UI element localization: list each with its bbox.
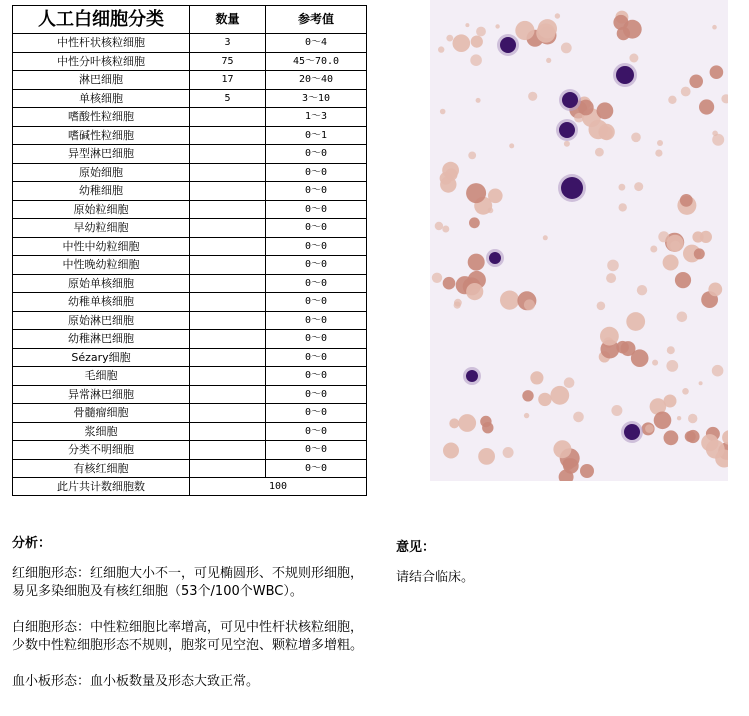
- table-row: [13, 163, 367, 182]
- red-blood-cell: [466, 183, 486, 203]
- column-header-count: 数量: [190, 6, 266, 34]
- cell-count: [190, 256, 266, 275]
- cell-name: 嗜碱性粒细胞: [13, 126, 190, 145]
- cell-reference: 0～0: [266, 145, 367, 164]
- red-blood-cell: [650, 246, 657, 253]
- cell-reference: 0～0: [266, 404, 367, 423]
- cell-name: 幼稚淋巴细胞: [13, 330, 190, 349]
- column-header-reference: 参考值: [266, 6, 367, 34]
- red-blood-cell: [564, 141, 570, 147]
- cell-reference: 0～0: [266, 459, 367, 478]
- red-blood-cell: [634, 182, 643, 191]
- cell-reference: 1～3: [266, 108, 367, 127]
- cell-count: [190, 200, 266, 219]
- red-blood-cell: [564, 377, 575, 388]
- red-blood-cell: [440, 172, 453, 185]
- cell-count: [190, 441, 266, 460]
- cell-name: 嗜酸性粒细胞: [13, 108, 190, 127]
- cell-count: [190, 182, 266, 201]
- cell-nucleus: [559, 122, 575, 138]
- cell-name: 中性杆状核粒细胞: [13, 34, 190, 53]
- cell-name: 幼稚细胞: [13, 182, 190, 201]
- table-row: [13, 256, 367, 275]
- cell-count: [190, 145, 266, 164]
- red-blood-cell: [561, 43, 572, 54]
- cell-count: [190, 385, 266, 404]
- cell-count: [190, 367, 266, 386]
- analysis-heading: 分析：: [12, 536, 52, 551]
- red-blood-cell: [645, 424, 654, 433]
- cell-reference: 0～0: [266, 200, 367, 219]
- cell-count: [190, 108, 266, 127]
- red-blood-cell: [600, 327, 619, 346]
- red-blood-cell: [442, 226, 449, 233]
- table-row: [13, 52, 367, 71]
- cell-count: [190, 293, 266, 312]
- cell-name: 幼稚单核细胞: [13, 293, 190, 312]
- red-blood-cell: [458, 414, 476, 432]
- red-blood-cell: [536, 23, 555, 42]
- cell-count: [190, 404, 266, 423]
- table-header-row: [13, 6, 367, 34]
- cell-reference: 0～0: [266, 163, 367, 182]
- red-blood-cell: [664, 395, 677, 408]
- red-blood-cell: [515, 21, 534, 40]
- red-blood-cell: [435, 222, 443, 230]
- opinion-section: [396, 539, 696, 587]
- red-blood-cell: [528, 92, 537, 101]
- red-blood-cell: [668, 96, 676, 104]
- cell-count: [190, 219, 266, 238]
- cell-reference: 20～40: [266, 71, 367, 90]
- table-row: [13, 422, 367, 441]
- cell-count: 5: [190, 89, 266, 108]
- red-blood-cell: [680, 194, 693, 207]
- cell-count: [190, 422, 266, 441]
- cell-name: 有核红细胞: [13, 459, 190, 478]
- cell-name: 中性晚幼粒细胞: [13, 256, 190, 275]
- table-row: [13, 182, 367, 201]
- red-blood-cell: [465, 23, 469, 27]
- red-blood-cell: [675, 272, 691, 288]
- cell-count: [190, 163, 266, 182]
- red-blood-cell: [574, 113, 584, 123]
- red-blood-cell: [522, 390, 533, 401]
- cell-reference: 0～1: [266, 126, 367, 145]
- red-blood-cell: [482, 422, 493, 433]
- red-blood-cell: [619, 203, 627, 211]
- red-blood-cell: [699, 381, 703, 385]
- wbc-differential-table: [12, 5, 367, 496]
- table-row: [13, 89, 367, 108]
- total-row: [13, 478, 367, 496]
- cell-name: 骨髓瘤细胞: [13, 404, 190, 423]
- cell-name: 单核细胞: [13, 89, 190, 108]
- analysis-section: [12, 535, 372, 709]
- cell-name: 早幼粒细胞: [13, 219, 190, 238]
- red-blood-cell: [597, 102, 614, 119]
- red-blood-cell: [637, 285, 647, 295]
- red-blood-cell: [613, 15, 628, 30]
- table-row: [13, 311, 367, 330]
- red-blood-cell: [453, 34, 471, 52]
- cell-name: 分类不明细胞: [13, 441, 190, 460]
- cell-reference: 0～0: [266, 219, 367, 238]
- cell-reference: 0～0: [266, 441, 367, 460]
- cell-reference: 0～0: [266, 385, 367, 404]
- red-blood-cell: [573, 412, 584, 423]
- cell-reference: 0～0: [266, 348, 367, 367]
- table-row: [13, 330, 367, 349]
- red-blood-cell: [580, 464, 594, 478]
- total-value: 100: [190, 478, 367, 496]
- red-blood-cell: [652, 360, 658, 366]
- red-blood-cell: [712, 365, 724, 377]
- red-blood-cell: [694, 248, 705, 259]
- cell-count: [190, 311, 266, 330]
- red-blood-cell: [440, 109, 446, 115]
- red-blood-cell: [667, 346, 675, 354]
- red-blood-cell: [631, 133, 641, 143]
- cell-count: 3: [190, 34, 266, 53]
- opinion-heading: 意见：: [396, 540, 436, 555]
- red-blood-cell: [530, 371, 543, 384]
- cell-count: [190, 126, 266, 145]
- cell-name: 原始细胞: [13, 163, 190, 182]
- red-blood-cell: [688, 414, 697, 423]
- red-blood-cell: [663, 255, 679, 271]
- red-blood-cell: [606, 273, 616, 283]
- table-row: [13, 404, 367, 423]
- cell-reference: 3～10: [266, 89, 367, 108]
- red-blood-cell: [476, 27, 486, 37]
- cell-name: 中性中幼粒细胞: [13, 237, 190, 256]
- red-blood-cell: [449, 418, 459, 428]
- red-blood-cell: [607, 260, 619, 272]
- red-blood-cell: [470, 54, 482, 66]
- table-row: [13, 441, 367, 460]
- red-blood-cell: [682, 388, 689, 395]
- cell-name: 原始粒细胞: [13, 200, 190, 219]
- red-blood-cell: [524, 299, 535, 310]
- cell-reference: 0～0: [266, 293, 367, 312]
- red-blood-cell: [706, 440, 725, 459]
- cell-name: 异常淋巴细胞: [13, 385, 190, 404]
- cell-reference: 0～4: [266, 34, 367, 53]
- red-blood-cell: [443, 277, 456, 290]
- blood-smear-image: [430, 0, 728, 481]
- table-row: [13, 200, 367, 219]
- opinion-text: 请结合临床。: [396, 570, 475, 585]
- table-row: [13, 108, 367, 127]
- red-blood-cell: [685, 431, 696, 442]
- red-blood-cell: [619, 184, 626, 191]
- cell-reference: 45～70.0: [266, 52, 367, 71]
- red-blood-cell: [657, 140, 663, 146]
- table-row: [13, 145, 367, 164]
- red-blood-cell: [550, 386, 569, 405]
- cell-nucleus: [489, 252, 501, 264]
- red-blood-cell: [710, 65, 724, 79]
- table-row: [13, 34, 367, 53]
- cell-name: 淋巴细胞: [13, 71, 190, 90]
- red-blood-cell: [524, 413, 529, 418]
- red-blood-cell: [555, 13, 560, 18]
- red-blood-cell: [655, 150, 662, 157]
- table-row: [13, 126, 367, 145]
- red-blood-cell: [689, 75, 703, 89]
- red-blood-cell: [595, 148, 604, 157]
- cell-count: [190, 237, 266, 256]
- red-blood-cell: [677, 312, 688, 323]
- red-blood-cell: [546, 58, 551, 63]
- table-row: [13, 219, 367, 238]
- red-blood-cell: [664, 430, 679, 445]
- cell-nucleus: [500, 37, 516, 53]
- total-label: 此片共计数细胞数: [13, 478, 190, 496]
- red-blood-cell: [722, 430, 728, 445]
- cell-reference: 0～0: [266, 256, 367, 275]
- red-blood-cell: [443, 443, 459, 459]
- table-title: 人工白细胞分类: [13, 6, 190, 34]
- red-blood-cell: [563, 458, 579, 474]
- red-blood-cell: [509, 143, 514, 148]
- cell-reference: 0～0: [266, 330, 367, 349]
- table-row: [13, 348, 367, 367]
- red-blood-cell: [471, 36, 483, 48]
- red-blood-cell: [626, 312, 645, 331]
- red-blood-cell: [488, 208, 494, 214]
- table-row: [13, 293, 367, 312]
- red-blood-cell: [468, 152, 476, 160]
- cell-name: 浆细胞: [13, 422, 190, 441]
- red-blood-cell: [478, 448, 495, 465]
- cell-reference: 0～0: [266, 422, 367, 441]
- red-blood-cell: [611, 405, 622, 416]
- table-row: [13, 237, 367, 256]
- table-row: [13, 367, 367, 386]
- red-blood-cell: [666, 360, 678, 372]
- red-blood-cell: [432, 273, 442, 283]
- red-blood-cell: [658, 231, 669, 242]
- cell-name: Sézary细胞: [13, 348, 190, 367]
- red-blood-cell: [699, 99, 714, 114]
- table-row: [13, 274, 367, 293]
- cell-reference: 0～0: [266, 237, 367, 256]
- cell-reference: 0～0: [266, 274, 367, 293]
- red-blood-cell: [503, 447, 514, 458]
- red-blood-cell: [708, 283, 722, 297]
- red-blood-cell: [438, 46, 444, 52]
- cell-reference: 0～0: [266, 367, 367, 386]
- red-blood-cell: [476, 98, 481, 103]
- cell-name: 原始单核细胞: [13, 274, 190, 293]
- red-blood-cell: [681, 87, 691, 97]
- cell-nucleus: [561, 177, 583, 199]
- cell-name: 毛细胞: [13, 367, 190, 386]
- cell-count: [190, 274, 266, 293]
- rbc-morphology-text: 红细胞形态：红细胞大小不一，可见椭圆形、不规则形细胞，易见多染细胞及有核红细胞（53个/100个WBC）。: [12, 566, 364, 599]
- cell-nucleus: [466, 370, 478, 382]
- red-blood-cell: [721, 94, 728, 103]
- blood-smear-micrograph: [430, 0, 728, 481]
- table-row: [13, 459, 367, 478]
- red-blood-cell: [712, 134, 724, 146]
- cell-name: 异型淋巴细胞: [13, 145, 190, 164]
- red-blood-cell: [500, 291, 519, 310]
- cell-name: 原始淋巴细胞: [13, 311, 190, 330]
- cell-count: [190, 348, 266, 367]
- red-blood-cell: [677, 416, 681, 420]
- red-blood-cell: [538, 393, 551, 406]
- platelet-morphology-text: 血小板形态：血小板数量及形态大致正常。: [12, 674, 260, 689]
- cell-reference: 0～0: [266, 182, 367, 201]
- red-blood-cell: [466, 283, 483, 300]
- cell-count: [190, 459, 266, 478]
- red-blood-cell: [712, 25, 717, 30]
- cell-nucleus: [616, 66, 634, 84]
- red-blood-cell: [495, 24, 499, 28]
- red-blood-cell: [629, 54, 638, 63]
- red-blood-cell: [599, 126, 612, 139]
- cell-name: 中性分叶核粒细胞: [13, 52, 190, 71]
- cell-count: 17: [190, 71, 266, 90]
- red-blood-cell: [631, 349, 649, 367]
- cell-count: [190, 330, 266, 349]
- cell-nucleus: [624, 424, 640, 440]
- cell-nucleus: [562, 92, 578, 108]
- red-blood-cell: [543, 235, 548, 240]
- red-blood-cell: [446, 35, 453, 42]
- red-blood-cell: [654, 412, 672, 430]
- cell-count: 75: [190, 52, 266, 71]
- red-blood-cell: [597, 302, 606, 311]
- wbc-morphology-text: 白细胞形态：中性粒细胞比率增高，可见中性杆状核粒细胞，少数中性粒细胞形态不规则，胞浆可见空泡、颗粒增多增粗。: [12, 620, 364, 653]
- red-blood-cell: [469, 217, 480, 228]
- table-row: [13, 385, 367, 404]
- red-blood-cell: [692, 231, 703, 242]
- red-blood-cell: [488, 189, 503, 204]
- red-blood-cell: [553, 440, 571, 458]
- cell-reference: 0～0: [266, 311, 367, 330]
- table-row: [13, 71, 367, 90]
- red-blood-cell: [468, 254, 485, 271]
- red-blood-cell: [454, 302, 461, 309]
